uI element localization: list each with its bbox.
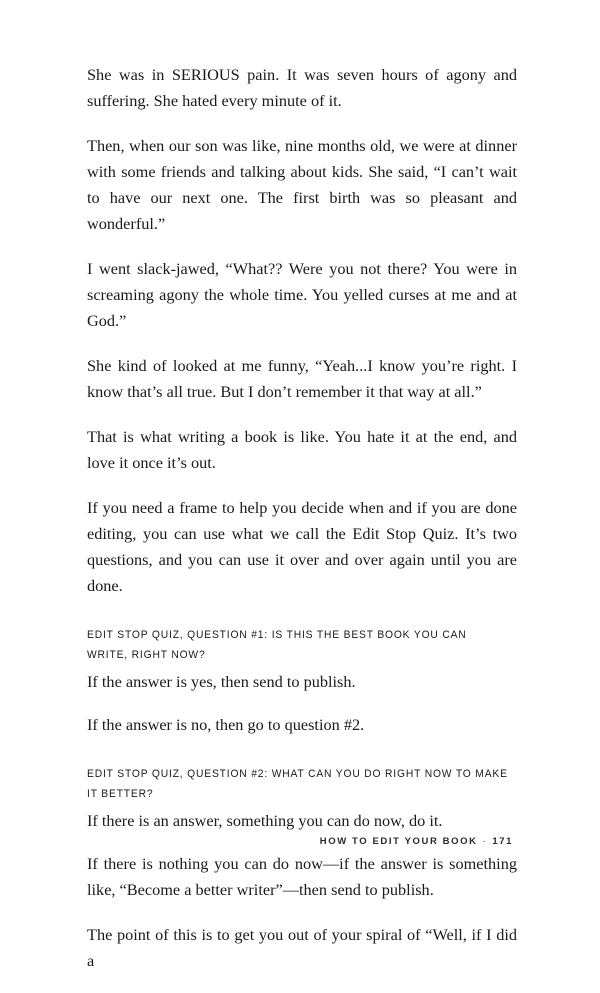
quiz-question-1-heading: EDIT STOP QUIZ, QUESTION #1: IS THIS THE BEST BOOK YOU CAN WRITE, RIGHT NOW?: [87, 629, 467, 661]
question-2-answer-nothing: If there is nothing you can do now—if the answer is something like, “Become a better writer”—then send to publish.: [87, 854, 517, 899]
paragraph-looked-funny: She kind of looked at me funny, “Yeah...I know you’re right. I know that’s all true. But I don’t remember it that way at all.”: [87, 356, 517, 401]
paragraph-edit-stop-intro: If you need a frame to help you decide when and if you are done editing, you can use what we call the Edit Stop Quiz. It’s two questions, and you can use it over and over again until you are done.: [87, 498, 517, 595]
page-content: [87, 62, 517, 993]
paragraph-dinner-story: Then, when our son was like, nine months old, we were at dinner with some friends and talking about kids. She said, “I can’t wait to have our next one. The first birth was so pleasant and wonderful.”: [87, 136, 517, 233]
page-footer: [320, 836, 513, 847]
question-1-answer-no: If the answer is no, then go to question #2.: [87, 715, 365, 734]
quiz-question-2-heading: EDIT STOP QUIZ, QUESTION #2: WHAT CAN YOU DO RIGHT NOW TO MAKE IT BETTER?: [87, 768, 508, 800]
running-title: HOW TO EDIT YOUR BOOK: [319, 836, 478, 847]
footer-separator: ·: [482, 836, 488, 847]
paragraph-slack-jawed: I went slack-jawed, “What?? Were you not there? You were in screaming agony the whole time. You yelled curses at me and at God.”: [87, 259, 517, 330]
question-1-answer-yes: If the answer is yes, then send to publish.: [87, 672, 356, 691]
question-2-answer-do-it: If there is an answer, something you can do now, do it.: [87, 811, 443, 830]
paragraph-serious-pain: She was in SERIOUS pain. It was seven hours of agony and suffering. She hated every minute of it.: [87, 65, 517, 110]
paragraph-spiral: The point of this is to get you out of your spiral of “Well, if I did a: [87, 925, 517, 970]
page-number: 171: [492, 836, 513, 847]
paragraph-writing-book: That is what writing a book is like. You hate it at the end, and love it once it’s out.: [87, 427, 517, 472]
